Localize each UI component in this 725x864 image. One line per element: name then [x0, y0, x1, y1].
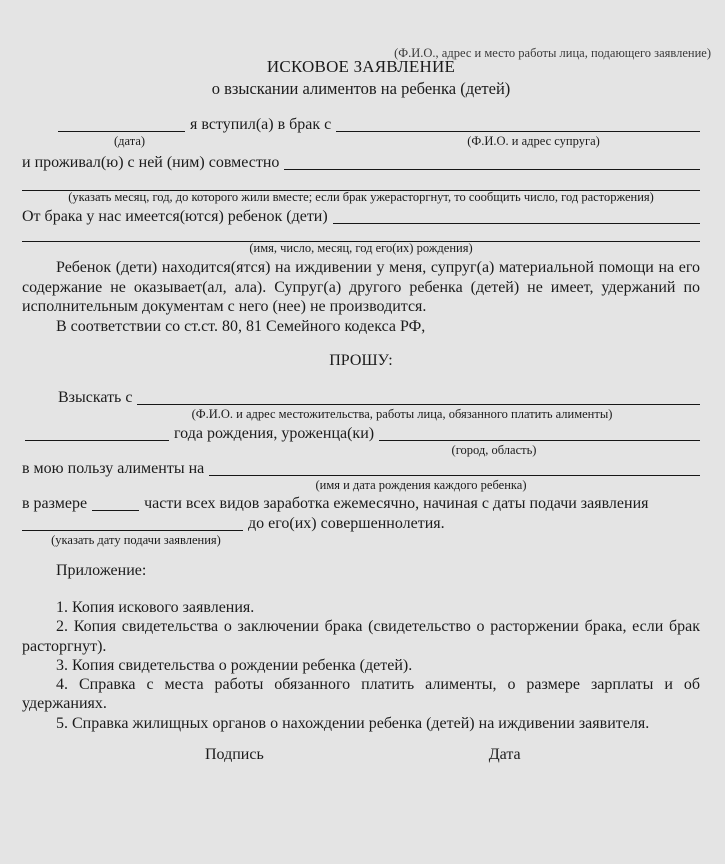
signature-label: Подпись: [205, 746, 264, 764]
child-caption-row: [22, 479, 700, 492]
date-label: Дата: [488, 746, 521, 764]
spouse-caption: (Ф.И.О. и адрес супруга): [467, 134, 600, 148]
cohabit-blank-field-2: [22, 173, 700, 191]
filing-caption: (указать дату подачи заявления): [51, 533, 221, 547]
cohabit-line: [22, 153, 700, 173]
date-caption: (дата): [113, 134, 146, 148]
birth-text: года рождения, уроженца(ки): [174, 425, 375, 442]
share-blank-field: [92, 510, 139, 511]
document-subtitle: о взыскании алиментов на ребенка (детей): [211, 79, 511, 98]
birthplace-blank-field: [379, 440, 700, 441]
amount-post-text: части всех видов заработка ежемесячно, начиная с даты подачи заявления: [144, 495, 649, 512]
attachments-list: [22, 598, 700, 733]
city-caption-row: [22, 444, 700, 457]
birth-year-blank-field: [25, 440, 169, 441]
debtor-blank-field: [137, 404, 700, 405]
document-title: ИСКОВОЕ ЗАЯВЛЕНИЕ: [266, 57, 456, 76]
majority-line: [22, 514, 700, 534]
amount-line: [22, 494, 700, 514]
dependency-paragraph: Ребенок (дети) находится(ятся) на иждивении у меня, супруг(а) материальной помощи на его содержание не оказывает(ал, ала). Супруг(а) другого ребенка (детей) не имеет, удержаний по исполнительным документам с него (нее) не производится.: [22, 259, 700, 315]
children-blank-field-2: [22, 227, 700, 242]
children-names-blank-field: [209, 475, 700, 476]
attachments-heading: Приложение:: [56, 562, 147, 579]
title-block: [22, 56, 700, 100]
children-caption: (имя, число, месяц, год его(их) рождения): [249, 241, 473, 255]
signature-row: [22, 745, 700, 765]
date-blank-field: [58, 131, 185, 132]
favor-line: [22, 459, 700, 479]
attachment-item: 5. Справка жилищных органов о нахождении ребенка (детей) на иждивении заявителя.: [56, 714, 650, 732]
favor-text: в мою пользу алименты на: [22, 460, 205, 477]
collect-from-line: [22, 388, 700, 408]
child-caption: (имя и дата рождения каждого ребенка): [315, 478, 527, 492]
marriage-line: [22, 115, 700, 135]
request-heading: ПРОШУ:: [329, 352, 393, 369]
cohabit-text: и проживал(ю) с ней (ним) совместно: [22, 154, 280, 171]
collect-from-text: Взыскать с: [58, 389, 133, 406]
marriage-captions: [22, 135, 700, 148]
majority-text: до его(их) совершеннолетия.: [248, 515, 445, 532]
caption-spacer: [22, 135, 62, 148]
attachment-item: 1. Копия искового заявления.: [56, 599, 255, 616]
attachment-item: 4. Справка с места работы обязанного платить алименты, о размере зарплаты и об удержаниях.: [22, 676, 700, 713]
children-blank-field: [333, 223, 700, 224]
debtor-caption-row: [22, 408, 700, 421]
amount-pre-text: в размере: [22, 495, 88, 512]
children-line: [22, 207, 700, 227]
spouse-blank-field: [336, 131, 700, 132]
document-page: [0, 46, 725, 864]
birth-line: [22, 424, 700, 444]
cohabit-blank-field: [284, 169, 700, 170]
clipped-header-caption: (Ф.И.О., адрес и место работы лица, подающего заявление): [394, 46, 711, 60]
children-text: От брака у нас имеется(ются) ребенок (дети): [22, 208, 328, 225]
marriage-text: я вступил(а) в брак с: [190, 116, 332, 133]
attachment-item: 3. Копия свидетельства о рождении ребенка (детей).: [56, 656, 413, 674]
city-caption: (город, область): [451, 443, 537, 457]
cohabit-caption: (указать месяц, год, до которого жили вместе; если брак ужерасторгнут, то сообщить число, год расторжения): [68, 190, 654, 204]
law-reference: В соответствии со ст.ст. 80, 81 Семейного кодекса РФ,: [56, 317, 426, 335]
attachment-item: 2. Копия свидетельства о заключении брака (свидетельство о расторжении брака, если брак расторгнут).: [22, 618, 700, 655]
filing-date-blank-field: [22, 530, 243, 531]
debtor-caption: (Ф.И.О. и адрес местожительства, работы лица, обязанного платить алименты): [191, 407, 613, 421]
filing-caption-row: [22, 534, 700, 547]
